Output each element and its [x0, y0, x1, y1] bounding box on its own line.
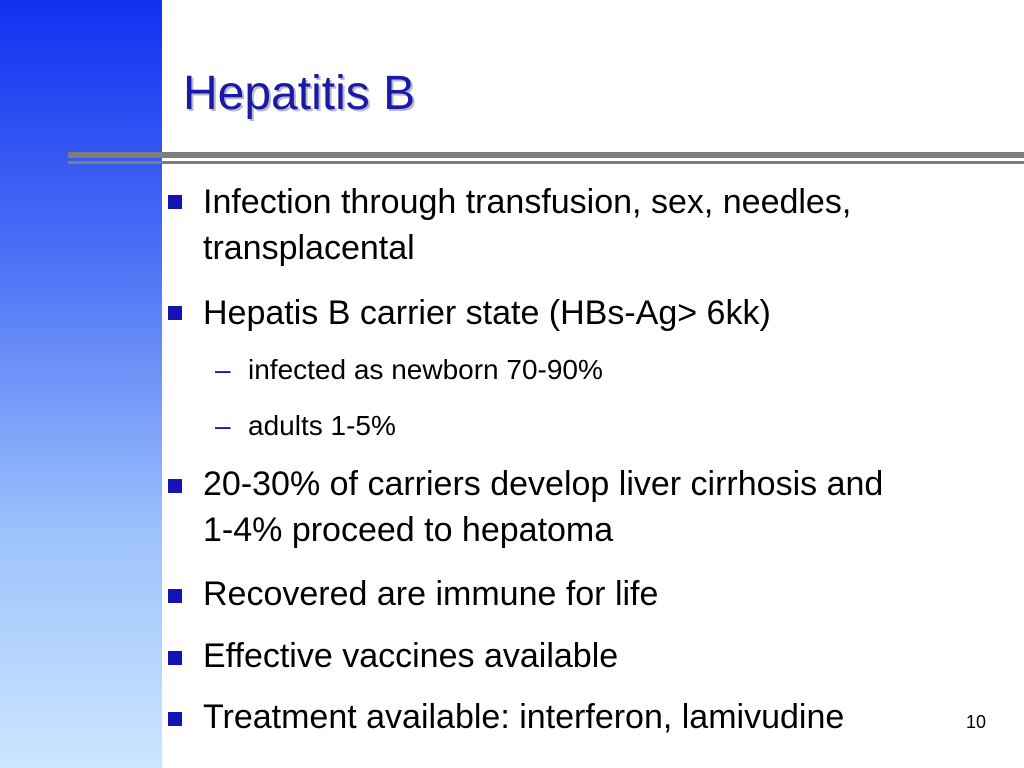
bullet-item-1-line-2: transplacental [203, 229, 415, 267]
dash-bullet-icon: – [215, 410, 231, 441]
bullet-item-1 [203, 179, 1003, 271]
bullet-item-4 [203, 571, 1003, 617]
bullet-item-5 [203, 633, 1003, 679]
square-bullet-icon [168, 479, 182, 493]
square-bullet-icon [168, 589, 182, 603]
sub-bullet-item-1: infected as newborn 70-90% [248, 354, 603, 385]
bullet-item-3 [203, 461, 1003, 553]
bullet-item-3-line-1: 20-30% of carriers develop liver cirrhosis and [203, 465, 884, 503]
bullet-item-1-line-1: Infection through transfusion, sex, needles, [203, 183, 852, 221]
bullet-item-3-line-2: 1-4% proceed to hepatoma [203, 511, 614, 549]
bullet-item-5-line-1: Effective vaccines available [203, 637, 619, 675]
bullet-item-2-line-1: Hepatis B carrier state (HBs-Ag> 6kk) [203, 294, 771, 332]
dash-bullet-icon: – [215, 354, 231, 385]
square-bullet-icon [168, 712, 182, 726]
slide-page-number: 10 [966, 712, 987, 732]
slide-title: Hepatitis B [183, 67, 416, 120]
bullet-item-2 [203, 290, 1003, 336]
square-bullet-icon [168, 195, 182, 209]
bullet-item-4-line-1: Recovered are immune for life [203, 575, 659, 613]
square-bullet-icon [168, 306, 182, 320]
sub-bullet-item-2: adults 1-5% [248, 410, 396, 441]
bullet-item-6-line-1: Treatment available: interferon, lamivudine [203, 698, 845, 736]
square-bullet-icon [168, 651, 182, 665]
bullet-item-6 [203, 694, 963, 740]
